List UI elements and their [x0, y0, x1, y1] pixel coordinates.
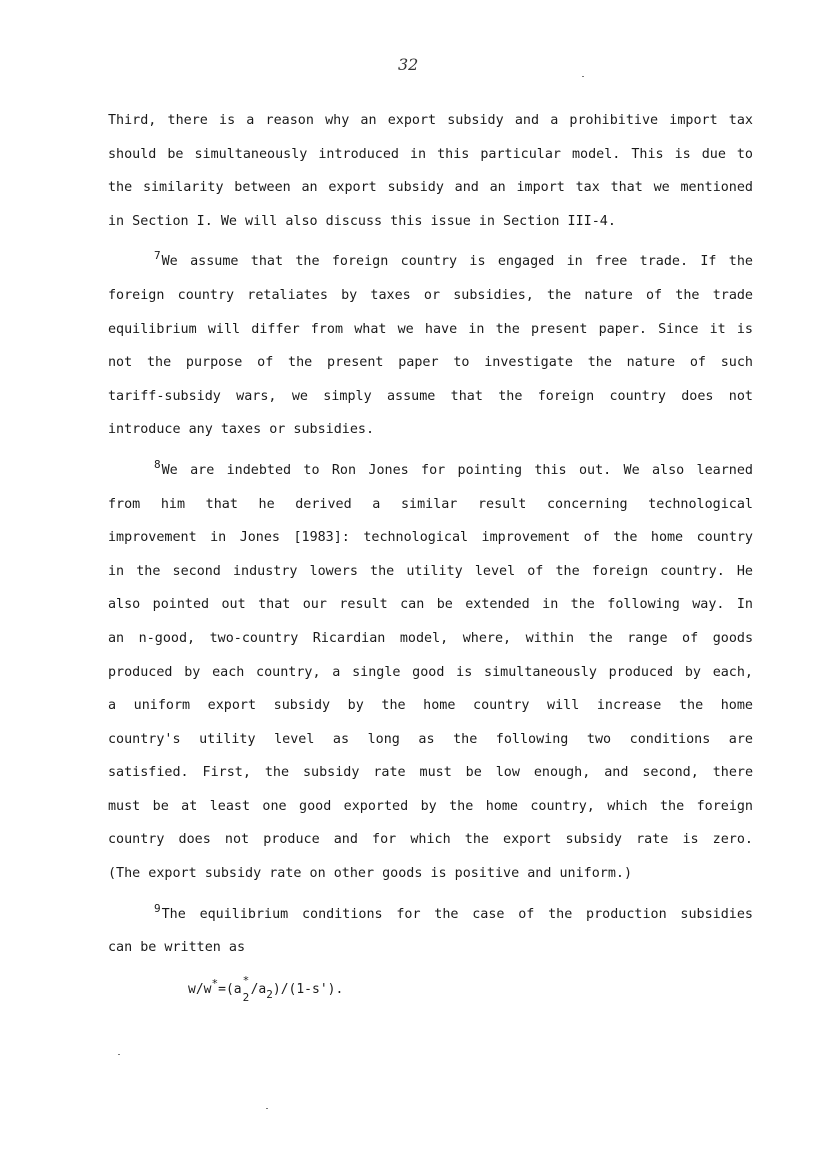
text-line: (The export subsidy rate on other goods is positive and uniform.) [108, 866, 633, 882]
body-text [108, 104, 753, 1006]
text-line: satisfied. First, the subsidy rate must be low enough, and second, there [108, 765, 753, 781]
text-line: improvement in Jones [1983]: technological improvement of the home country [108, 530, 753, 546]
text-line: foreign country retaliates by taxes or subsidies, the nature of the trade [108, 287, 753, 303]
text-line: also pointed out that our result can be extended in the following way. In [108, 597, 753, 613]
footnote-9 [108, 898, 753, 965]
main-paragraph [108, 104, 753, 238]
footnote-first-line [108, 245, 753, 279]
eq-rest: )/(1-s'). [272, 981, 344, 997]
page-number: 32 [398, 55, 419, 74]
footnote-number: 8 [154, 457, 161, 471]
eq-slash-2: / [250, 981, 259, 997]
footnote-8 [108, 454, 753, 891]
text-line: We assume that the foreign country is engaged in free trade. If the [161, 254, 753, 270]
text-line: equilibrium will differ from what we have in the present paper. Since it is [108, 321, 753, 337]
text-line: country's utility level as long as the following two conditions are [108, 731, 753, 747]
eq-a: a [233, 981, 242, 997]
text-line: should be simultaneously introduced in this particular model. This is due to [108, 146, 753, 162]
text-line: can be written as [108, 940, 246, 956]
text-line: must be at least one good exported by the home country, which the foreign [108, 798, 753, 814]
footnote-first-line [108, 898, 753, 932]
text-line: a uniform export subsidy by the home country will increase the home [108, 698, 753, 714]
eq-subscript-2: 2 [242, 990, 250, 1004]
eq-open-paren: ( [225, 981, 234, 997]
text-line: the similarity between an export subsidy and an import tax that we mentioned [108, 180, 753, 196]
scan-speck [266, 1108, 268, 1109]
text-line: an n-good, two-country Ricardian model, where, within the range of goods [108, 630, 753, 646]
eq-lhs-den: w [203, 981, 212, 997]
eq-lhs-num: w [188, 981, 196, 997]
scan-speck [582, 76, 584, 77]
text-line: The equilibrium conditions for the case of the production subsidies [161, 906, 753, 922]
equation [108, 973, 753, 1007]
eq-a2: a [258, 981, 267, 997]
eq-star: * [211, 976, 219, 990]
eq-slash: / [195, 981, 204, 997]
eq-subscript-2b: 2 [266, 987, 273, 1001]
text-line: not the purpose of the present paper to investigate the nature of such [108, 355, 753, 371]
text-line: Third, there is a reason why an export subsidy and a prohibitive import tax [108, 113, 753, 128]
footnote-7 [108, 245, 753, 447]
text-line: produced by each country, a single good is simultaneously produced by each, [108, 664, 753, 680]
scan-speck [118, 1054, 120, 1055]
footnote-number: 9 [154, 901, 161, 915]
text-line: country does not produce and for which the export subsidy rate is zero. [108, 832, 753, 848]
text-line: introduce any taxes or subsidies. [108, 422, 375, 438]
text-line: We are indebted to Ron Jones for pointing this out. We also learned [161, 462, 753, 478]
text-line: tariff-subsidy wars, we simply assume that the foreign country does not [108, 388, 753, 404]
text-line: in Section I. We will also discuss this issue in Section III-4. [108, 213, 616, 229]
footnote-number: 7 [154, 249, 161, 263]
eq-superscript-star: * [242, 973, 250, 987]
text-line: in the second industry lowers the utility level of the foreign country. He [108, 563, 753, 579]
text-line: from him that he derived a similar result concerning technological [108, 496, 753, 512]
eq-equals: = [218, 981, 226, 997]
footnote-first-line [108, 454, 753, 488]
eq-sup-sub-stack [242, 973, 251, 1007]
